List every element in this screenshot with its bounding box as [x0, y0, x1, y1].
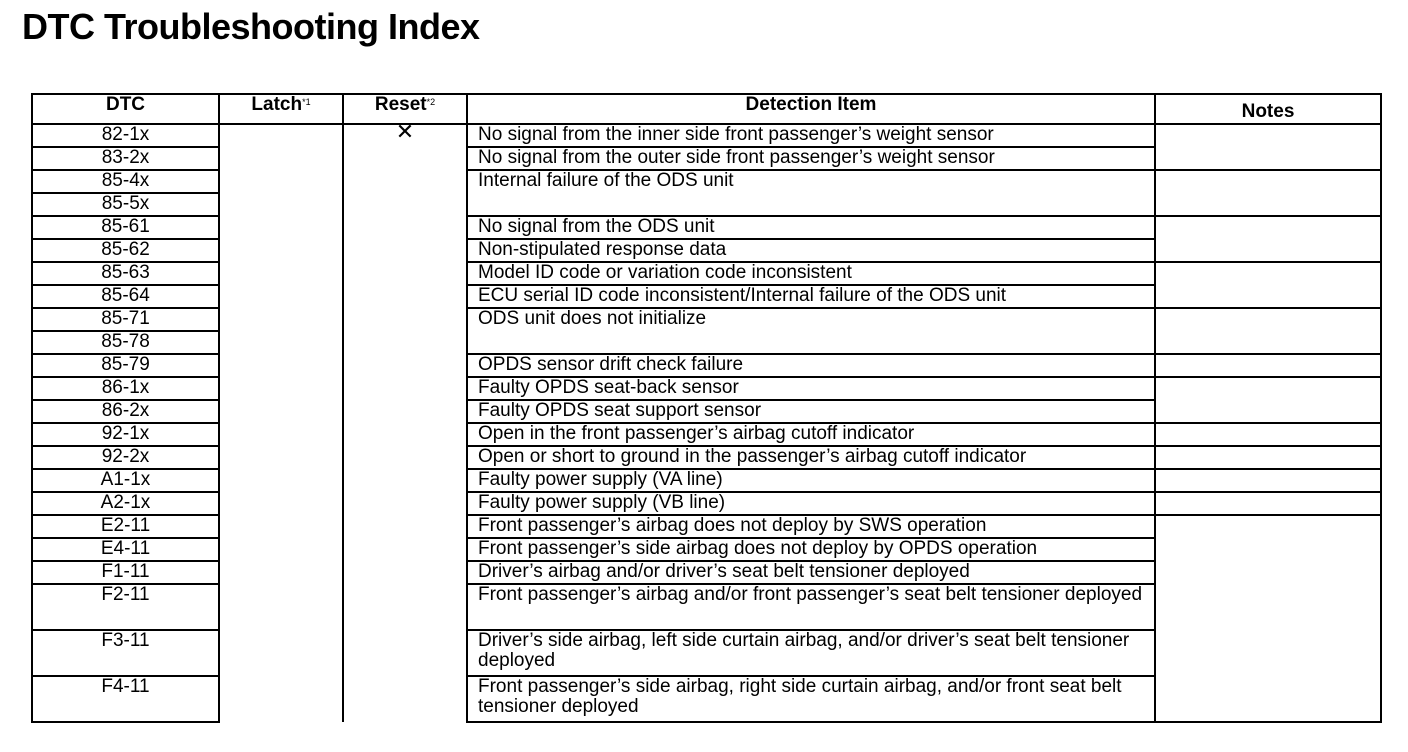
dtc-index-table [31, 93, 1382, 723]
notes-cell [1155, 377, 1381, 423]
detection-item: Model ID code or variation code inconsistent [467, 262, 1155, 285]
notes-cell [1155, 446, 1381, 469]
detection-item: Faulty OPDS seat support sensor [467, 400, 1155, 423]
detection-item: Non-stipulated response data [467, 239, 1155, 262]
notes-cell [1155, 262, 1381, 308]
dtc-code: F3-11 [32, 630, 219, 676]
detection-item: Faulty OPDS seat-back sensor [467, 377, 1155, 400]
dtc-code: 85-4x [32, 170, 219, 193]
dtc-code: 92-1x [32, 423, 219, 446]
header-row [32, 94, 1381, 124]
dtc-code: 85-71 [32, 308, 219, 331]
detection-item: Open or short to ground in the passenger’s airbag cutoff indicator [467, 446, 1155, 469]
latch-footnote-mark: *1 [302, 97, 311, 107]
detection-item: No signal from the outer side front passenger’s weight sensor [467, 147, 1155, 170]
detection-item: Faulty power supply (VB line) [467, 492, 1155, 515]
dtc-code: A1-1x [32, 469, 219, 492]
dtc-code: E2-11 [32, 515, 219, 538]
notes-cell [1155, 423, 1381, 446]
dtc-code: F1-11 [32, 561, 219, 584]
reset-column [343, 119, 467, 722]
dtc-code: F2-11 [32, 584, 219, 630]
latch-column [219, 124, 343, 722]
detection-item: Internal failure of the ODS unit [467, 170, 1155, 216]
dtc-code: 85-79 [32, 354, 219, 377]
detection-item: ODS unit does not initialize [467, 308, 1155, 354]
reset-x-mark: ✕ [395, 119, 415, 144]
reset-footnote-mark: *2 [426, 97, 436, 107]
dtc-code: 85-61 [32, 216, 219, 239]
table-row [32, 124, 1381, 147]
detection-item: No signal from the ODS unit [467, 216, 1155, 239]
detection-item: Front passenger’s airbag and/or front passenger’s seat belt tensioner deployed [467, 584, 1155, 630]
dtc-code: 85-64 [32, 285, 219, 308]
detection-item: Faulty power supply (VA line) [467, 469, 1155, 492]
dtc-header: DTC [32, 94, 219, 124]
dtc-code: 92-2x [32, 446, 219, 469]
dtc-code: E4-11 [32, 538, 219, 561]
notes-cell [1155, 354, 1381, 377]
notes-cell [1155, 216, 1381, 262]
notes-cell [1155, 170, 1381, 216]
detection-item: No signal from the inner side front passenger’s weight sensor [467, 124, 1155, 147]
detection-item-header: Detection Item [467, 94, 1155, 124]
detection-item: Driver’s side airbag, left side curtain airbag, and/or driver’s seat belt tensioner deployed [467, 630, 1155, 676]
dtc-code: 85-62 [32, 239, 219, 262]
dtc-code: 85-78 [32, 331, 219, 354]
notes-cell [1155, 124, 1381, 170]
detection-item: Driver’s airbag and/or driver’s seat belt tensioner deployed [467, 561, 1155, 584]
detection-item: Front passenger’s airbag does not deploy by SWS operation [467, 515, 1155, 538]
detection-item: ECU serial ID code inconsistent/Internal failure of the ODS unit [467, 285, 1155, 308]
notes-cell [1155, 308, 1381, 354]
detection-item: Front passenger’s side airbag, right side curtain airbag, and/or front seat belt tensioner deployed [467, 676, 1155, 722]
dtc-code: 85-5x [32, 193, 219, 216]
detection-item: OPDS sensor drift check failure [467, 354, 1155, 377]
dtc-code: 86-1x [32, 377, 219, 400]
reset-header: Reset$^{*2}$ [343, 94, 467, 124]
detection-item: Front passenger’s side airbag does not deploy by OPDS operation [467, 538, 1155, 561]
page-title: DTC Troubleshooting Index [22, 6, 480, 47]
notes-cell [1155, 492, 1381, 515]
detection-item: Open in the front passenger’s airbag cutoff indicator [467, 423, 1155, 446]
notes-cell [1155, 469, 1381, 492]
dtc-code: 83-2x [32, 147, 219, 170]
notes-cell [1155, 515, 1381, 722]
dtc-code: 85-63 [32, 262, 219, 285]
dtc-code: A2-1x [32, 492, 219, 515]
dtc-code: F4-11 [32, 676, 219, 722]
notes-header: Notes [1155, 94, 1381, 124]
latch-header: Latch$^{*1}$ [219, 94, 343, 124]
dtc-code: 82-1x [32, 124, 219, 147]
dtc-code: 86-2x [32, 400, 219, 423]
